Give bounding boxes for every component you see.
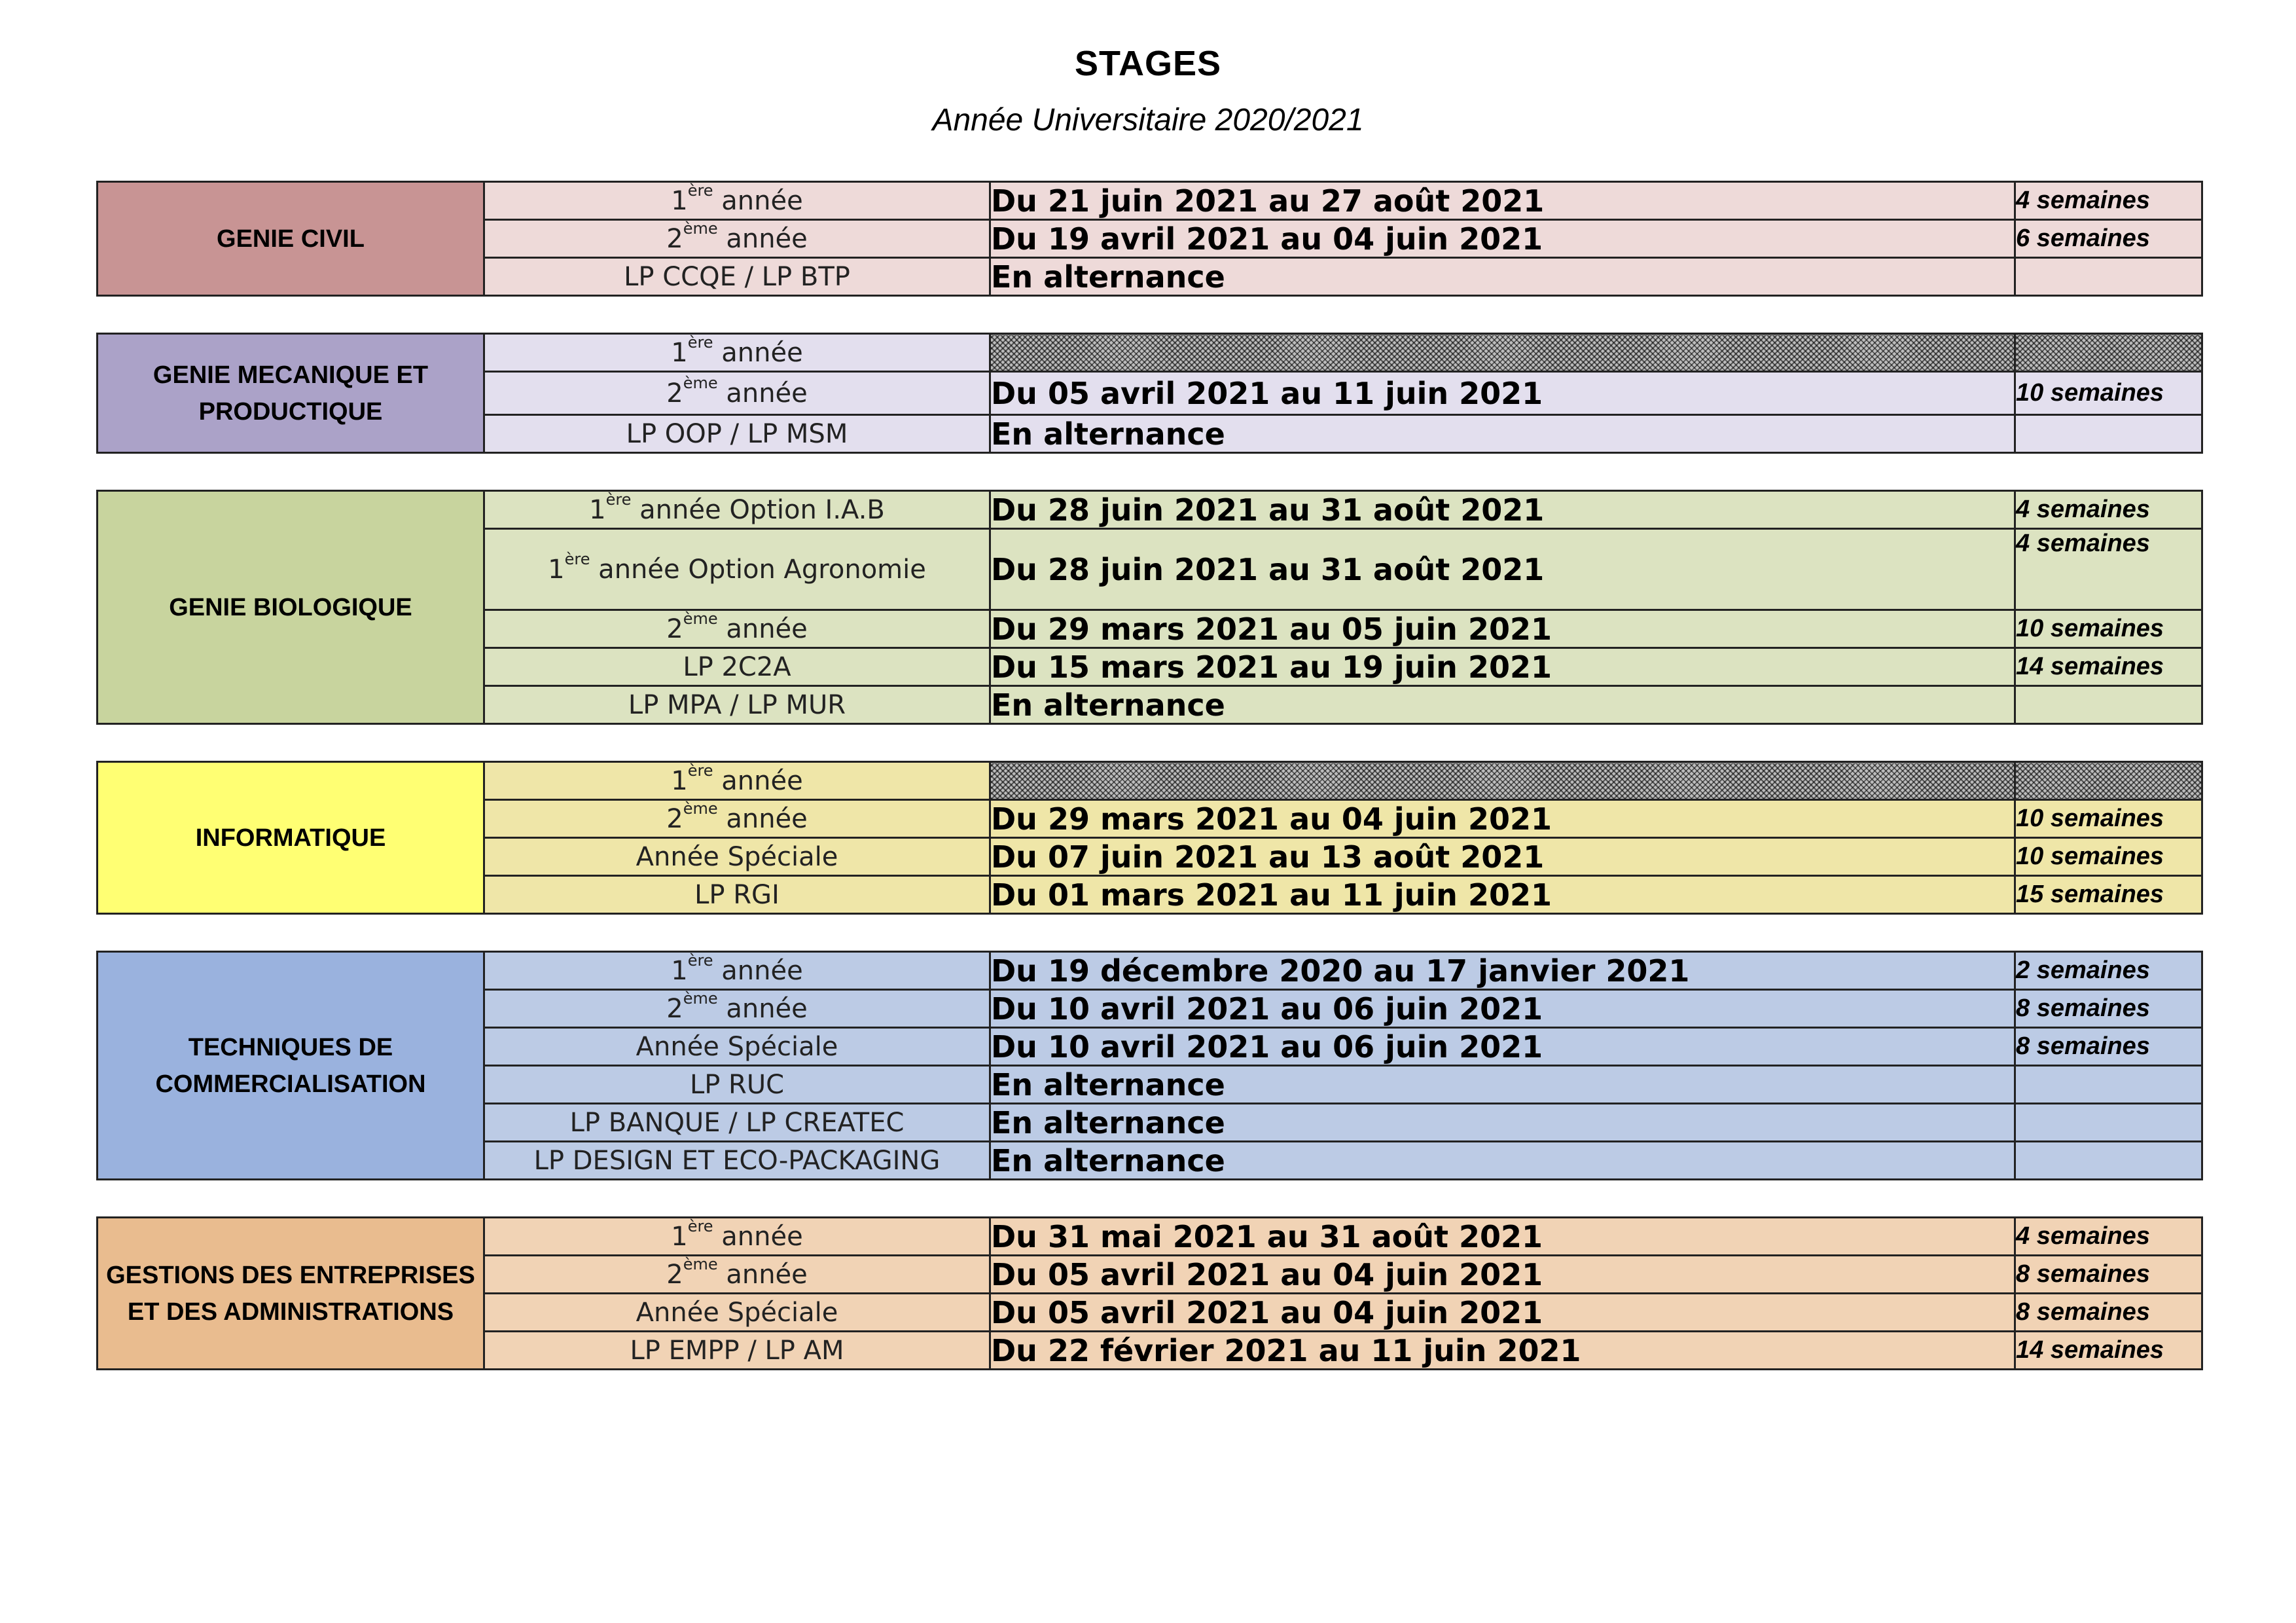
duration-cell bbox=[2015, 1142, 2202, 1180]
department-table-techniques-de-commercialisation bbox=[96, 951, 2203, 1180]
table-row bbox=[98, 182, 2202, 220]
level-superscript: ère bbox=[687, 951, 713, 970]
level-cell bbox=[484, 990, 990, 1028]
period-cell: En alternance bbox=[990, 686, 2015, 724]
level-superscript: ère bbox=[687, 333, 713, 352]
level-cell bbox=[484, 415, 990, 453]
period-cell: Du 29 mars 2021 au 05 juin 2021 bbox=[990, 610, 2015, 648]
duration-cell bbox=[2015, 686, 2202, 724]
level-cell bbox=[484, 952, 990, 990]
period-cell: Du 19 décembre 2020 au 17 janvier 2021 bbox=[990, 952, 2015, 990]
duration-cell: 10 semaines bbox=[2015, 372, 2202, 415]
table-row bbox=[98, 762, 2202, 800]
level-label-rest: année bbox=[713, 955, 803, 986]
department-table-informatique bbox=[96, 761, 2203, 915]
period-cell-empty bbox=[990, 762, 2015, 800]
level-label: LP RGI bbox=[694, 879, 780, 910]
department-table-gestions-des-entreprises-et-des-administrations bbox=[96, 1216, 2203, 1370]
period-cell: En alternance bbox=[990, 415, 2015, 453]
period-cell: Du 29 mars 2021 au 04 juin 2021 bbox=[990, 800, 2015, 838]
duration-cell: 2 semaines bbox=[2015, 952, 2202, 990]
department-gap bbox=[96, 725, 2203, 761]
department-gap bbox=[96, 1180, 2203, 1216]
level-label: 1 bbox=[548, 554, 565, 585]
level-cell bbox=[484, 529, 990, 610]
duration-cell bbox=[2015, 258, 2202, 296]
level-label: Année Spéciale bbox=[636, 841, 838, 872]
level-label: LP CCQE / LP BTP bbox=[624, 261, 850, 292]
level-superscript: ère bbox=[564, 549, 590, 568]
level-label: LP MPA / LP MUR bbox=[628, 689, 846, 720]
duration-cell-empty bbox=[2015, 334, 2202, 372]
level-cell bbox=[484, 1142, 990, 1180]
level-label-rest: année bbox=[717, 613, 808, 644]
period-cell: Du 21 juin 2021 au 27 août 2021 bbox=[990, 182, 2015, 220]
level-superscript: ème bbox=[683, 799, 718, 818]
duration-cell: 8 semaines bbox=[2015, 990, 2202, 1028]
duration-cell: 14 semaines bbox=[2015, 648, 2202, 686]
department-name: GESTIONS DES ENTREPRISES ET DES ADMINISTRATIONS bbox=[98, 1218, 484, 1370]
period-cell: Du 22 février 2021 au 11 juin 2021 bbox=[990, 1332, 2015, 1370]
table-row bbox=[98, 952, 2202, 990]
period-cell: Du 15 mars 2021 au 19 juin 2021 bbox=[990, 648, 2015, 686]
level-cell bbox=[484, 1294, 990, 1332]
duration-cell: 10 semaines bbox=[2015, 800, 2202, 838]
level-label-rest: année bbox=[717, 378, 808, 409]
department-gap bbox=[96, 297, 2203, 333]
level-cell bbox=[484, 1218, 990, 1256]
level-cell bbox=[484, 838, 990, 876]
level-label: 2 bbox=[666, 613, 683, 644]
level-label-rest: année bbox=[713, 765, 803, 796]
department-table-genie-mecanique-et-productique bbox=[96, 333, 2203, 454]
table-row bbox=[98, 491, 2202, 529]
level-label-rest: année bbox=[713, 185, 803, 216]
level-cell bbox=[484, 1104, 990, 1142]
level-cell bbox=[484, 372, 990, 415]
period-cell: Du 05 avril 2021 au 11 juin 2021 bbox=[990, 372, 2015, 415]
period-cell: Du 01 mars 2021 au 11 juin 2021 bbox=[990, 876, 2015, 914]
level-label: LP EMPP / LP AM bbox=[630, 1335, 844, 1366]
period-cell: Du 10 avril 2021 au 06 juin 2021 bbox=[990, 990, 2015, 1028]
duration-cell bbox=[2015, 1066, 2202, 1104]
level-label: 2 bbox=[666, 803, 683, 834]
level-label: 1 bbox=[671, 955, 688, 986]
level-cell bbox=[484, 334, 990, 372]
level-superscript: ème bbox=[683, 1254, 718, 1273]
level-cell bbox=[484, 258, 990, 296]
level-label: LP 2C2A bbox=[683, 651, 791, 682]
level-cell bbox=[484, 762, 990, 800]
level-cell bbox=[484, 1066, 990, 1104]
level-superscript: ème bbox=[683, 989, 718, 1008]
level-superscript: ème bbox=[683, 219, 718, 238]
level-label-rest: année bbox=[717, 803, 808, 834]
level-label: LP OOP / LP MSM bbox=[626, 418, 848, 449]
duration-cell-empty bbox=[2015, 762, 2202, 800]
level-label-rest: année Option I.A.B bbox=[631, 494, 885, 525]
department-name: GENIE BIOLOGIQUE bbox=[98, 491, 484, 724]
period-cell: Du 05 avril 2021 au 04 juin 2021 bbox=[990, 1256, 2015, 1294]
level-label: 1 bbox=[671, 185, 688, 216]
level-superscript: ème bbox=[683, 373, 718, 392]
period-cell: Du 31 mai 2021 au 31 août 2021 bbox=[990, 1218, 2015, 1256]
level-label: Année Spéciale bbox=[636, 1297, 838, 1328]
level-label-rest: année bbox=[713, 337, 803, 368]
document-subtitle: Année Universitaire 2020/2021 bbox=[932, 103, 1364, 137]
level-cell bbox=[484, 491, 990, 529]
period-cell: Du 28 juin 2021 au 31 août 2021 bbox=[990, 529, 2015, 610]
level-label: 1 bbox=[671, 1221, 688, 1252]
level-label: 2 bbox=[666, 223, 683, 254]
internship-schedule bbox=[96, 181, 2203, 1370]
department-name: GENIE MECANIQUE ET PRODUCTIQUE bbox=[98, 334, 484, 453]
department-table-genie-civil bbox=[96, 181, 2203, 297]
table-row bbox=[98, 1218, 2202, 1256]
level-cell bbox=[484, 800, 990, 838]
level-superscript: ère bbox=[605, 490, 632, 509]
duration-cell: 8 semaines bbox=[2015, 1256, 2202, 1294]
level-cell bbox=[484, 610, 990, 648]
duration-cell bbox=[2015, 415, 2202, 453]
period-cell: Du 19 avril 2021 au 04 juin 2021 bbox=[990, 220, 2015, 258]
duration-cell bbox=[2015, 1104, 2202, 1142]
duration-cell: 4 semaines bbox=[2015, 182, 2202, 220]
level-label: Année Spéciale bbox=[636, 1031, 838, 1062]
period-cell: Du 10 avril 2021 au 06 juin 2021 bbox=[990, 1028, 2015, 1066]
level-label: 2 bbox=[666, 378, 683, 409]
level-label-rest: année bbox=[717, 1259, 808, 1290]
level-label: 1 bbox=[671, 337, 688, 368]
level-cell bbox=[484, 220, 990, 258]
department-gap bbox=[96, 454, 2203, 490]
level-label-rest: année bbox=[717, 223, 808, 254]
level-cell bbox=[484, 1332, 990, 1370]
period-cell-empty bbox=[990, 334, 2015, 372]
period-cell: En alternance bbox=[990, 258, 2015, 296]
duration-cell: 4 semaines bbox=[2015, 529, 2202, 610]
document-title: STAGES bbox=[1074, 44, 1222, 83]
period-cell: Du 28 juin 2021 au 31 août 2021 bbox=[990, 491, 2015, 529]
duration-cell: 4 semaines bbox=[2015, 1218, 2202, 1256]
period-cell: En alternance bbox=[990, 1142, 2015, 1180]
level-label: LP RUC bbox=[689, 1069, 785, 1100]
level-superscript: ère bbox=[687, 181, 713, 200]
duration-cell: 15 semaines bbox=[2015, 876, 2202, 914]
level-label: 1 bbox=[589, 494, 606, 525]
period-cell: Du 05 avril 2021 au 04 juin 2021 bbox=[990, 1294, 2015, 1332]
level-label-rest: année bbox=[713, 1221, 803, 1252]
level-superscript: ère bbox=[687, 761, 713, 780]
department-name: GENIE CIVIL bbox=[98, 182, 484, 296]
department-name: TECHNIQUES DE COMMERCIALISATION bbox=[98, 952, 484, 1180]
period-cell: En alternance bbox=[990, 1066, 2015, 1104]
level-cell bbox=[484, 648, 990, 686]
level-label: 2 bbox=[666, 1259, 683, 1290]
level-superscript: ème bbox=[683, 609, 718, 628]
duration-cell: 4 semaines bbox=[2015, 491, 2202, 529]
level-label: LP DESIGN ET ECO-PACKAGING bbox=[533, 1145, 941, 1176]
level-cell bbox=[484, 876, 990, 914]
level-superscript: ère bbox=[687, 1216, 713, 1235]
level-cell bbox=[484, 686, 990, 724]
level-label: 1 bbox=[671, 765, 688, 796]
period-cell: En alternance bbox=[990, 1104, 2015, 1142]
period-cell: Du 07 juin 2021 au 13 août 2021 bbox=[990, 838, 2015, 876]
duration-cell: 8 semaines bbox=[2015, 1028, 2202, 1066]
level-label: 2 bbox=[666, 993, 683, 1024]
department-gap bbox=[96, 915, 2203, 951]
duration-cell: 6 semaines bbox=[2015, 220, 2202, 258]
level-cell bbox=[484, 1028, 990, 1066]
department-name: INFORMATIQUE bbox=[98, 762, 484, 914]
table-row bbox=[98, 334, 2202, 372]
level-label: LP BANQUE / LP CREATEC bbox=[569, 1107, 905, 1138]
level-label-rest: année Option Agronomie bbox=[590, 554, 926, 585]
level-cell bbox=[484, 1256, 990, 1294]
department-table-genie-biologique bbox=[96, 490, 2203, 725]
duration-cell: 14 semaines bbox=[2015, 1332, 2202, 1370]
duration-cell: 10 semaines bbox=[2015, 838, 2202, 876]
duration-cell: 10 semaines bbox=[2015, 610, 2202, 648]
level-cell bbox=[484, 182, 990, 220]
level-label-rest: année bbox=[717, 993, 808, 1024]
duration-cell: 8 semaines bbox=[2015, 1294, 2202, 1332]
